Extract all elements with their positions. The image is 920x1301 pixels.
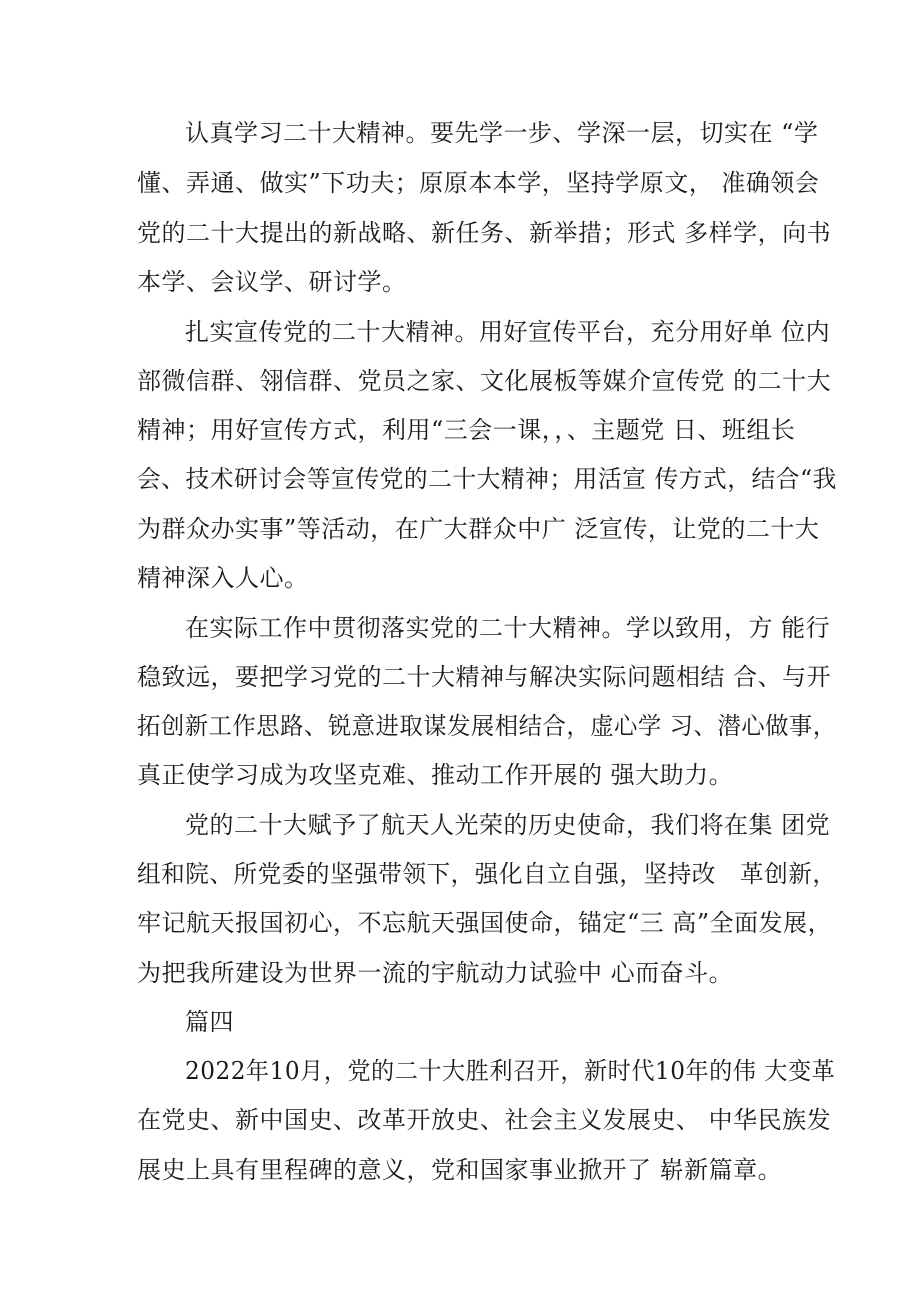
text-run: 为把我所建设为世界一流的宇航动力试验中 心而奋斗。 (137, 959, 734, 987)
text-run: 党的二十大提出的新战略、新任务、新举措；形式 多样学，向书 (137, 219, 832, 247)
text-run: 为群众办实事”等活动，在广大群众中广 泛宣传，让党的二十大 (137, 515, 820, 543)
text-line (137, 364, 837, 398)
text-run: 牢记航天报国初心，不忘航天强国使命，锚定“三 高”全面发展， (137, 909, 833, 937)
text-line (137, 265, 837, 299)
text-run: 党的二十大赋予了航天人光荣的历史使命，我们将在集 团党 (185, 811, 831, 839)
text-run: 会、技术研讨会等宣传党的二十大精神；用活宣 传方式，结合“我 (137, 465, 837, 493)
text-run: 认真学习二十大精神。要先学一步、学深一层，切实在 “学 (185, 119, 819, 147)
text-run: 2022年10月，党的二十大胜利召开，新时代10年的伟 大变革 (185, 1057, 835, 1085)
text-line (137, 216, 837, 250)
text-run: 在实际工作中贯彻落实党的二十大精神。学以致用，方 能行 (185, 614, 831, 642)
text-run: 组和院、所党委的坚强带领下，强化自立自强，坚持改 革创新， (137, 860, 837, 888)
text-line (137, 1153, 837, 1187)
text-line (137, 709, 837, 743)
text-line (137, 512, 837, 546)
text-run: 懂、弄通、做实”下功夫；原原本本学，坚持学原文， 准确领会 (137, 169, 820, 197)
text-run: 扎实宣传党的二十大精神。用好宣传平台，充分用好单 位内 (185, 318, 831, 346)
text-line (137, 561, 837, 595)
text-line (185, 808, 835, 842)
text-run: 在党史、新中国史、改革开放史、社会主义发展史、 中华民族发 (137, 1106, 832, 1134)
text-line (137, 660, 837, 694)
text-line (137, 166, 837, 200)
text-run: 本学、会议学、研讨学。 (137, 268, 407, 296)
text-line (137, 956, 837, 990)
text-line (185, 116, 835, 150)
text-run: 展史上具有里程碑的意义，党和国家事业掀开了 崭新篇章。 (137, 1156, 783, 1184)
text-run: 拓创新工作思路、锐意进取谋发展相结合，虚心学 习、潜心做事， (137, 712, 837, 740)
text-run: 部微信群、翎信群、党员之家、文化展板等媒介宣传党 的二十大 (137, 367, 832, 395)
text-run: 精神；用好宣传方式，利用“三会一课，，、主题党 日、班组长 (137, 416, 796, 444)
text-run: 精神深入人心。 (137, 564, 309, 592)
text-run: 真正使学习成为攻坚克难、推动工作开展的 强大助力。 (137, 761, 734, 789)
text-line (185, 1054, 835, 1088)
text-line (137, 413, 837, 447)
text-line (137, 857, 837, 891)
section-heading (185, 1005, 385, 1039)
text-line (137, 1103, 837, 1137)
text-line (185, 611, 835, 645)
text-line (137, 758, 837, 792)
text-line (185, 315, 835, 349)
text-run: 稳致远，要把学习党的二十大精神与解决实际问题相结 合、与开 (137, 663, 832, 691)
text-line (137, 906, 837, 940)
text-line (137, 462, 837, 496)
section-heading-text: 篇四 (185, 1008, 234, 1036)
